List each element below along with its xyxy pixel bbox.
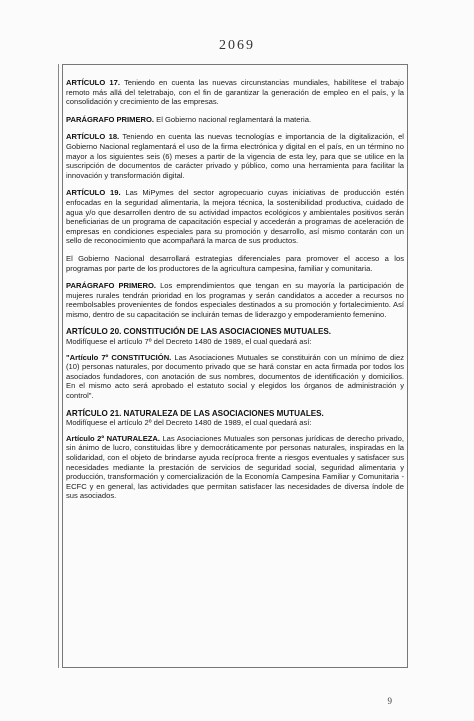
margin-line bbox=[58, 64, 59, 668]
article-21-quote-text: Las Asociaciones Mutuales son personas jurídicas de derecho privado, sin ánimo de lucro, constituidas libre y democráticamente por personas naturales, inspiradas en la solidaridad, con el objeto de brindarse ayuda recíproca frente a riesgos eventuales y satisfacer sus necesidades mediante la prestación de servicios de seguridad social, seguridad alimentaria y producción, transformación y comercialización de la Economía Campesina Familiar y Comunitaria -ECFC y en general, las actividades que permitan satisfacer las necesidades de diversa índole de sus asociados. bbox=[66, 433, 404, 501]
article-20-intro: Modifíquese el artículo 7º del Decreto 1480 de 1989, el cual quedará así: bbox=[66, 337, 312, 347]
article-19-text-2: El Gobierno Nacional desarrollará estrategias diferenciales para promover el acceso a los programas por parte de los productores de la agricultura campesina, familiar y comunitaria. bbox=[66, 253, 404, 273]
article-21-title: ARTÍCULO 21. NATURALEZA DE LAS ASOCIACIONES MUTUALES. bbox=[66, 408, 324, 418]
article-19-title: ARTÍCULO 19. bbox=[66, 188, 121, 198]
article-20-quote-title: "Artículo 7º CONSTITUCIÓN. bbox=[66, 352, 172, 362]
article-17-paragraph bbox=[66, 115, 404, 125]
article-19-paragraph bbox=[66, 281, 404, 319]
article-21-quote-title: Artículo 2º NATURALEZA. bbox=[66, 433, 160, 443]
article-17 bbox=[66, 78, 404, 107]
article-21-quote bbox=[66, 434, 404, 501]
article-17-paragraph-title: PARÁGRAFO PRIMERO. bbox=[66, 114, 155, 124]
article-17-text: Teniendo en cuenta las nuevas circunstancias mundiales, habilítese el trabajo remoto más allá del teletrabajo, con el fin de garantizar la generación de empleo en el país, y la consolidación y crecimiento de las empresas. bbox=[66, 78, 404, 107]
article-19 bbox=[66, 188, 404, 246]
article-20-quote bbox=[66, 353, 404, 401]
article-20-title: ARTÍCULO 20. CONSTITUCIÓN DE LAS ASOCIACIONES MUTUALES. bbox=[66, 327, 332, 337]
article-20 bbox=[66, 327, 404, 346]
article-19-text: Las MiPymes del sector agropecuario cuyas iniciativas de producción estén enfocadas en la seguridad alimentaria, la mejora técnica, la sostenibilidad productiva, cuidado de agua y/o que desarrollen dentro de su actividad impactos ecológicos y ambientales positivos serán beneficiarias de un programa de capacitación especial y accederán a programas de aceleración de empresas en condiciones especiales para su promoción y desarrollo, así mismo contarán con un sello de reconocimiento que acompañará la marca de sus productos. bbox=[66, 188, 404, 246]
article-21 bbox=[66, 409, 404, 428]
document-number: 2069 bbox=[219, 38, 255, 53]
article-20-quote-text: Las Asociaciones Mutuales se constituirán con un mínimo de diez (10) personas naturales, por documento privado que se hará constar en acta firmada por todos los asociados fundadores, con anotación de sus nombres, documentos de identificación y domicilios. En el mismo acto será aprobado el estatuto social y elegidos los órganos de administración y control". bbox=[66, 352, 404, 401]
article-19-paragraph-text: Los emprendimientos que tengan en su mayoría la participación de mujeres rurales tendrán prioridad en los programas y serán candidatos a acceder a recursos no reembolsables provenientes de fondos especiales destinados a su promoción y fortalecimiento. Así mismo, dentro de su capacitación se incluirán temas de liderazgo y empoderamiento femenino. bbox=[66, 281, 404, 319]
article-17-paragraph-text: El Gobierno nacional reglamentará la materia. bbox=[154, 114, 312, 124]
article-18 bbox=[66, 132, 404, 180]
article-18-text: Teniendo en cuenta las nuevas tecnologías e importancia de la digitalización, el Gobierno Nacional reglamentará el uso de la firma electrónica y digital en el país, en un término no mayor a los siguientes seis (6) meses a partir de la vigencia de esta ley, para que se utilice en la suscripción de documentos de carácter privado y público, como una herramienta para facilitar la innovación y transformación digital. bbox=[66, 132, 404, 180]
article-19-paragraph-title: PARÁGRAFO PRIMERO. bbox=[66, 281, 156, 291]
article-17-title: ARTÍCULO 17. bbox=[66, 78, 120, 87]
article-21-intro: Modifíquese el artículo 2º del Decreto 1480 de 1989, el cual quedará así: bbox=[66, 418, 312, 428]
article-18-title: ARTÍCULO 18. bbox=[66, 132, 120, 142]
page-number: 9 bbox=[387, 696, 392, 706]
document-body bbox=[66, 78, 404, 509]
